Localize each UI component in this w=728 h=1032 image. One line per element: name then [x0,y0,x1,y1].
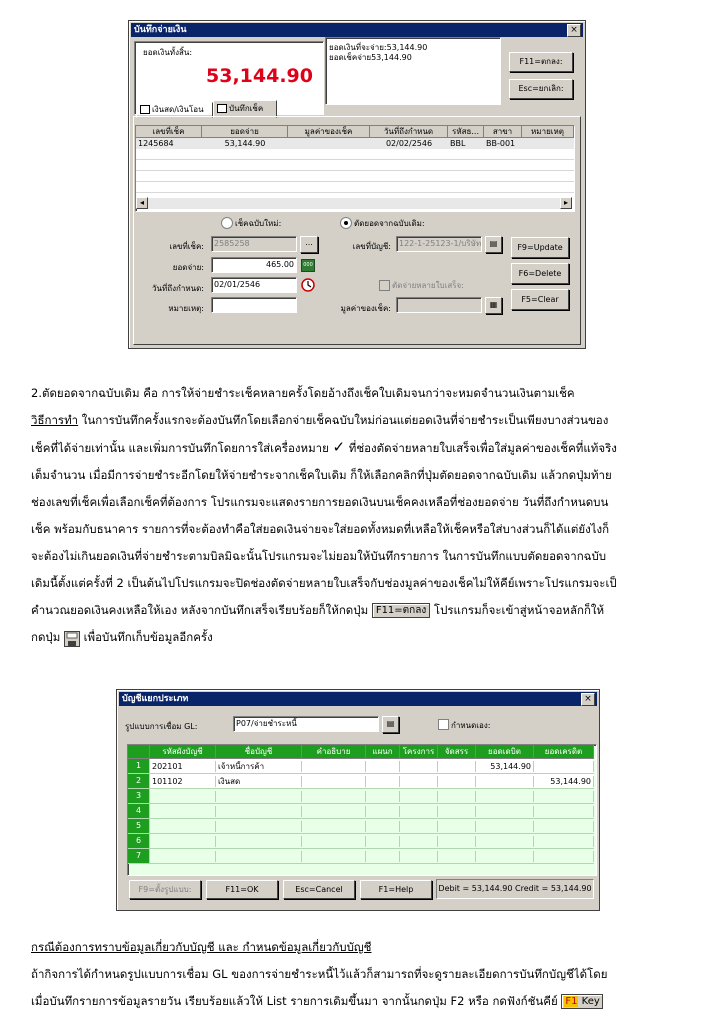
cheque-value-label: มูลค่าของเช็ค: [340,304,391,313]
clear-button[interactable]: F5=Clear [511,289,569,310]
account-name-cell [216,791,302,802]
project-cell [400,836,438,847]
allocation-cell [438,761,476,772]
account-no-label: เลขที่บัญชี: [352,242,391,251]
department-cell [366,776,400,787]
branch-cell: BB-001 [486,139,516,148]
paragraph-3b: ที่ช่องตัดจ่ายหลายใบเสร็จเพื่อใส่มูลค่าของเช็คที่แท้จริง [345,441,617,455]
account-name-cell: เจ้าหนี้การค้า [216,761,302,772]
horizontal-scrollbar[interactable] [136,198,572,209]
calculator-icon[interactable]: 000 [301,259,315,272]
paragraph-6: เช็ค พร้อมกับธนาคาร รายการที่จะต้องทำคือใส่ยอดเงินจ่ายจะใส่ยอดทั้งหมดที่เหลือให้เช็คหรือใส่บางส่วนก็ได้แต่ยังไงก็ [31,522,610,536]
due-date-cell: 02/02/2546 [385,139,433,148]
debit-cell [476,821,534,832]
project-cell [400,776,438,787]
cheque-grid[interactable] [135,125,575,212]
account-info-section [31,934,702,1015]
cheque-value-field[interactable] [396,297,482,313]
account-code-cell [150,851,216,862]
tab-cash-label: เงินสด/เงินโอน [152,105,204,114]
bank-code-cell: BBL [450,139,466,148]
gl-col-description[interactable]: คำอธิบาย [302,745,366,759]
gl-cancel-button[interactable]: Esc=Cancel [283,880,355,899]
project-cell [400,761,438,772]
row-index: 6 [128,834,150,848]
section-heading: กรณีต้องการทราบข้อมูลเกี่ยวกับบัญชี และ กำหนดข้อมูลเกี่ยวกับบัญชี [31,940,372,954]
paragraph-3a: เช็คที่ได้จ่ายเท่านั้น และเพิ่มการบันทึกโดยการใส่เครื่องหมาย [31,441,333,455]
table-row[interactable] [128,774,594,789]
allocation-cell [438,821,476,832]
inline-ok-button: F11=ตกลง [372,603,430,618]
credit-cell [534,791,594,802]
table-row[interactable] [128,849,594,864]
debit-cell: 53,144.90 [476,761,534,772]
paragraph-10a: กดปุ่ม [31,630,64,644]
payment-window-titlebar [131,23,583,37]
cheque-value-cell [288,138,370,149]
col-amount[interactable]: ยอดจ่าย [202,126,288,138]
table-row[interactable] [128,834,594,849]
paragraph-1: 2.ตัดยอดจากฉบับเดิม คือ การให้จ่ายชำระเช็คหลายครั้งโดยอ้างถึงเช็คใบเดิมจนกว่าจะหมดจำนวนเงินตามเช็ค [31,386,575,400]
paragraph-3 [31,434,702,462]
memo-line-2: ยอดเช็คจ่าย53,144.90 [329,53,412,62]
paragraph-12 [31,988,702,1015]
multi-receipt-checkbox[interactable] [379,280,390,291]
radio-new-cheque-label: เช็คฉบับใหม่: [235,219,282,228]
update-button[interactable]: F9=Update [511,237,569,258]
credit-cell [534,836,594,847]
paragraph-9 [31,597,702,624]
credit-cell [534,851,594,862]
cancel-button[interactable]: Esc=ยกเลิก: [509,79,573,99]
gl-col-index [128,745,150,759]
gl-grid[interactable] [127,744,597,876]
debit-cell [476,806,534,817]
checkmark-icon: ✓ [332,438,346,456]
paragraph-9b: โปรแกรมก็จะเข้าสู่หน้าจอหลักก็ให้ [430,603,605,617]
radio-cut-label: ตัดยอดจากฉบับเดิม: [354,219,425,228]
col-due-date[interactable]: วันที่ถึงกำหนด [370,126,448,138]
window-title: บันทึกจ่ายเงิน [134,25,187,35]
col-cheque-no[interactable]: เลขที่เช็ค [136,126,202,138]
department-cell [366,851,400,862]
department-cell [366,806,400,817]
scroll-right-icon[interactable]: ▸ [560,197,572,209]
gl-help-button[interactable]: F1=Help [360,880,432,899]
due-date-label: วันที่ถึงกำหนด: [152,284,204,293]
cash-tab-icon [140,105,150,114]
paragraph-4: เต็มจำนวน เมื่อมีการจ่ายชำระอีกโดยให้จ่ายชำระจากเช็คใบเดิม ก็ให้เลือกคลิกที่ปุ่มตัดยอดจากฉบับเดิม แล้วกดปุ่มท้าย [31,468,612,482]
gl-window-title: บัญชีแยกประเภท [122,694,189,704]
memo-line-1: ยอดเงินที่จะจ่าย:53,144.90 [329,43,428,52]
paragraph-2 [31,407,702,434]
table-row[interactable] [128,804,594,819]
gl-col-credit[interactable]: ยอดเครดิต [534,745,594,759]
col-branch[interactable]: สาขา [484,126,522,138]
paragraph-2-text: ในการบันทึกครั้งแรกจะต้องบันทึกโดยเลือกจ่ายเช็คฉบับใหม่ก่อนแต่ยอดเงินที่จ่ายชำระเป็นเพียงบางส่วนของ [78,413,609,427]
grid-empty-lines [136,149,574,197]
explanation-text [31,380,702,651]
account-code-cell [150,791,216,802]
multi-receipt-label: ตัดจ่ายหลายใบเสร็จ: [392,281,464,290]
gl-col-project[interactable]: โครงการ [400,745,438,759]
department-cell [366,761,400,772]
amount-label: ยอดจ่าย: [172,263,204,272]
gl-window-titlebar [119,692,597,706]
account-name-cell [216,806,302,817]
debit-credit-summary [436,879,594,899]
description-cell [302,806,366,817]
gl-col-account-code[interactable]: รหัสผังบัญชี [150,745,216,759]
project-cell [400,791,438,802]
manual-checkbox[interactable] [438,719,449,730]
allocation-cell [438,791,476,802]
table-row[interactable] [128,789,594,804]
department-cell [366,821,400,832]
gl-lookup-icon[interactable]: ▤ [382,716,399,733]
account-name-cell: เงินสด [216,776,302,787]
paragraph-10b: เพื่อบันทึกเก็บข้อมูลอีกครั้ง [79,630,213,644]
f1-key-button [561,994,602,1009]
amount-cell: 53,144.90 [224,139,266,148]
description-cell [302,761,366,772]
scroll-left-icon[interactable]: ◂ [136,197,148,209]
paragraph-12-text: เมื่อบันทึกรายการข้อมูลรายวัน เรียบร้อยแล้วให้ List รายการเดิมขึ้นมา จากนั้นกดปุ่ม F2 หรือ กดฟังก์ชันคีย์ [31,994,562,1008]
paragraph-9a: คำนวณยอดเงินคงเหลือให้เอง หลังจากบันทึกเสร็จเรียบร้อยก็ให้กดปุ่ม [31,603,372,617]
table-row[interactable] [128,759,594,774]
gl-link-label: รูปแบบการเชื่อม GL: [125,722,198,731]
col-cheque-value[interactable]: มูลค่าของเช็ค [288,126,370,138]
calendar-icon[interactable] [300,277,316,293]
debit-cell [476,791,534,802]
credit-cell: 53,144.90 [534,776,594,787]
close-icon[interactable]: × [567,24,581,37]
note-field[interactable] [211,297,297,313]
row-index: 1 [128,759,150,773]
allocation-cell [438,806,476,817]
account-no-field[interactable]: 122-1-25123-1/บริษัท [396,236,482,252]
row-index: 3 [128,789,150,803]
account-name-cell [216,821,302,832]
manual-label: กำหนดเอง: [451,721,491,730]
row-index: 5 [128,819,150,833]
paragraph-11: ถ้ากิจการได้กำหนดรูปแบบการเชื่อม GL ของการจ่ายชำระหนี้ไว้แล้วก็สามารถที่จะดูรายละเอียดการบันทึกบัญชีได้โดย [31,967,608,981]
tab-cheque-label: บันทึกเช็ค [229,104,264,113]
account-code-cell [150,821,216,832]
delete-button[interactable]: F6=Delete [511,263,569,284]
project-cell [400,806,438,817]
gl-close-icon[interactable]: × [581,693,595,706]
paragraph-8: เดิมนี้ตั้งแต่ครั้งที่ 2 เป็นต้นไปโปรแกรมจะปิดช่องตัดจ่ายหลายใบเสร็จกับช่องมูลค่าของเช็คไม่ให้คีย์เพราะโปรแกรมจะเป็ [31,576,617,590]
key-label: Key [578,996,600,1007]
account-name-cell [216,851,302,862]
col-bank-code[interactable]: รหัสธ... [448,126,484,138]
description-cell [302,776,366,787]
credit-cell [534,761,594,772]
note-cell [522,138,574,149]
gl-window [116,689,600,911]
cheque-value-calc-icon[interactable]: ▦ [485,297,502,314]
account-code-cell: 202101 [150,761,216,772]
amount-field[interactable]: 465.00 [211,257,297,273]
col-note[interactable]: หมายเหตุ [522,126,574,138]
row-index: 7 [128,849,150,863]
department-cell [366,836,400,847]
gl-link-field[interactable]: P07/จ่ายชำระหนี้ [233,716,379,732]
gl-col-department[interactable]: แผนก [366,745,400,759]
project-cell [400,821,438,832]
summary-text: Debit = 53,144.90 Credit = 53,144.90 [438,884,592,893]
radio-dot [344,221,348,225]
allocation-cell [438,776,476,787]
paragraph-10 [31,624,702,651]
method-heading: วิธีการทำ [31,413,79,427]
debit-cell [476,836,534,847]
cheque-no-label: เลขที่เช็ค: [169,242,204,251]
paragraph-7: จะต้องไม่เกินยอดเงินที่จ่ายชำระตามบิลมิฉะนั้นโปรแกรมจะไม่ยอมให้บันทึกรายการ ในการบันทึกแบบตัดยอดจากฉบับ [31,549,607,563]
cheque-lookup-button[interactable]: ... [300,236,318,253]
gl-ok-button[interactable]: F11=OK [206,880,278,899]
credit-cell [534,806,594,817]
paragraph-5: ช่องเลขที่เช็คเพื่อเลือกเช็คที่ต้องการ โปรแกรมจะแสดงรายการยอดเงินบนเช็คคงเหลือที่ช่องยอดจ่าย วันที่ถึงกำหนดบน [31,495,609,509]
cheque-no-field[interactable]: 2585258 [211,236,297,252]
gl-col-account-name[interactable]: ชื่อบัญชี [216,745,302,759]
description-cell [302,851,366,862]
gl-col-debit[interactable]: ยอดเดบิต [476,745,534,759]
ok-button[interactable]: F11=ตกลง: [509,52,573,72]
allocation-cell [438,851,476,862]
radio-cut-from-original[interactable] [340,217,352,229]
debit-cell [476,776,534,787]
description-cell [302,836,366,847]
total-amount: 53,144.90 [206,65,313,87]
project-cell [400,851,438,862]
cheque-no-cell: 1245684 [138,139,174,148]
radio-new-cheque[interactable] [221,217,233,229]
account-lookup-icon[interactable]: ▤ [485,236,502,253]
account-code-cell [150,806,216,817]
row-index: 4 [128,804,150,818]
account-code-cell [150,836,216,847]
save-disk-icon [64,630,80,646]
debit-cell [476,851,534,862]
table-row[interactable] [128,819,594,834]
note-label: หมายเหตุ: [168,304,204,313]
row-index: 2 [128,774,150,788]
gl-col-allocation[interactable]: จัดสรร [438,745,476,759]
department-cell [366,791,400,802]
f1-key-label: F1 [565,996,578,1007]
description-cell [302,821,366,832]
account-name-cell [216,836,302,847]
set-format-button[interactable]: F9=ตั้งรูปแบบ: [129,880,201,899]
total-label: ยอดเงินทั้งสิ้น: [143,48,193,57]
due-date-field[interactable]: 02/01/2546 [211,277,297,293]
payment-window [128,20,586,349]
cheque-tab-icon [217,104,227,113]
description-cell [302,791,366,802]
credit-cell [534,821,594,832]
allocation-cell [438,836,476,847]
account-code-cell: 101102 [150,776,216,787]
